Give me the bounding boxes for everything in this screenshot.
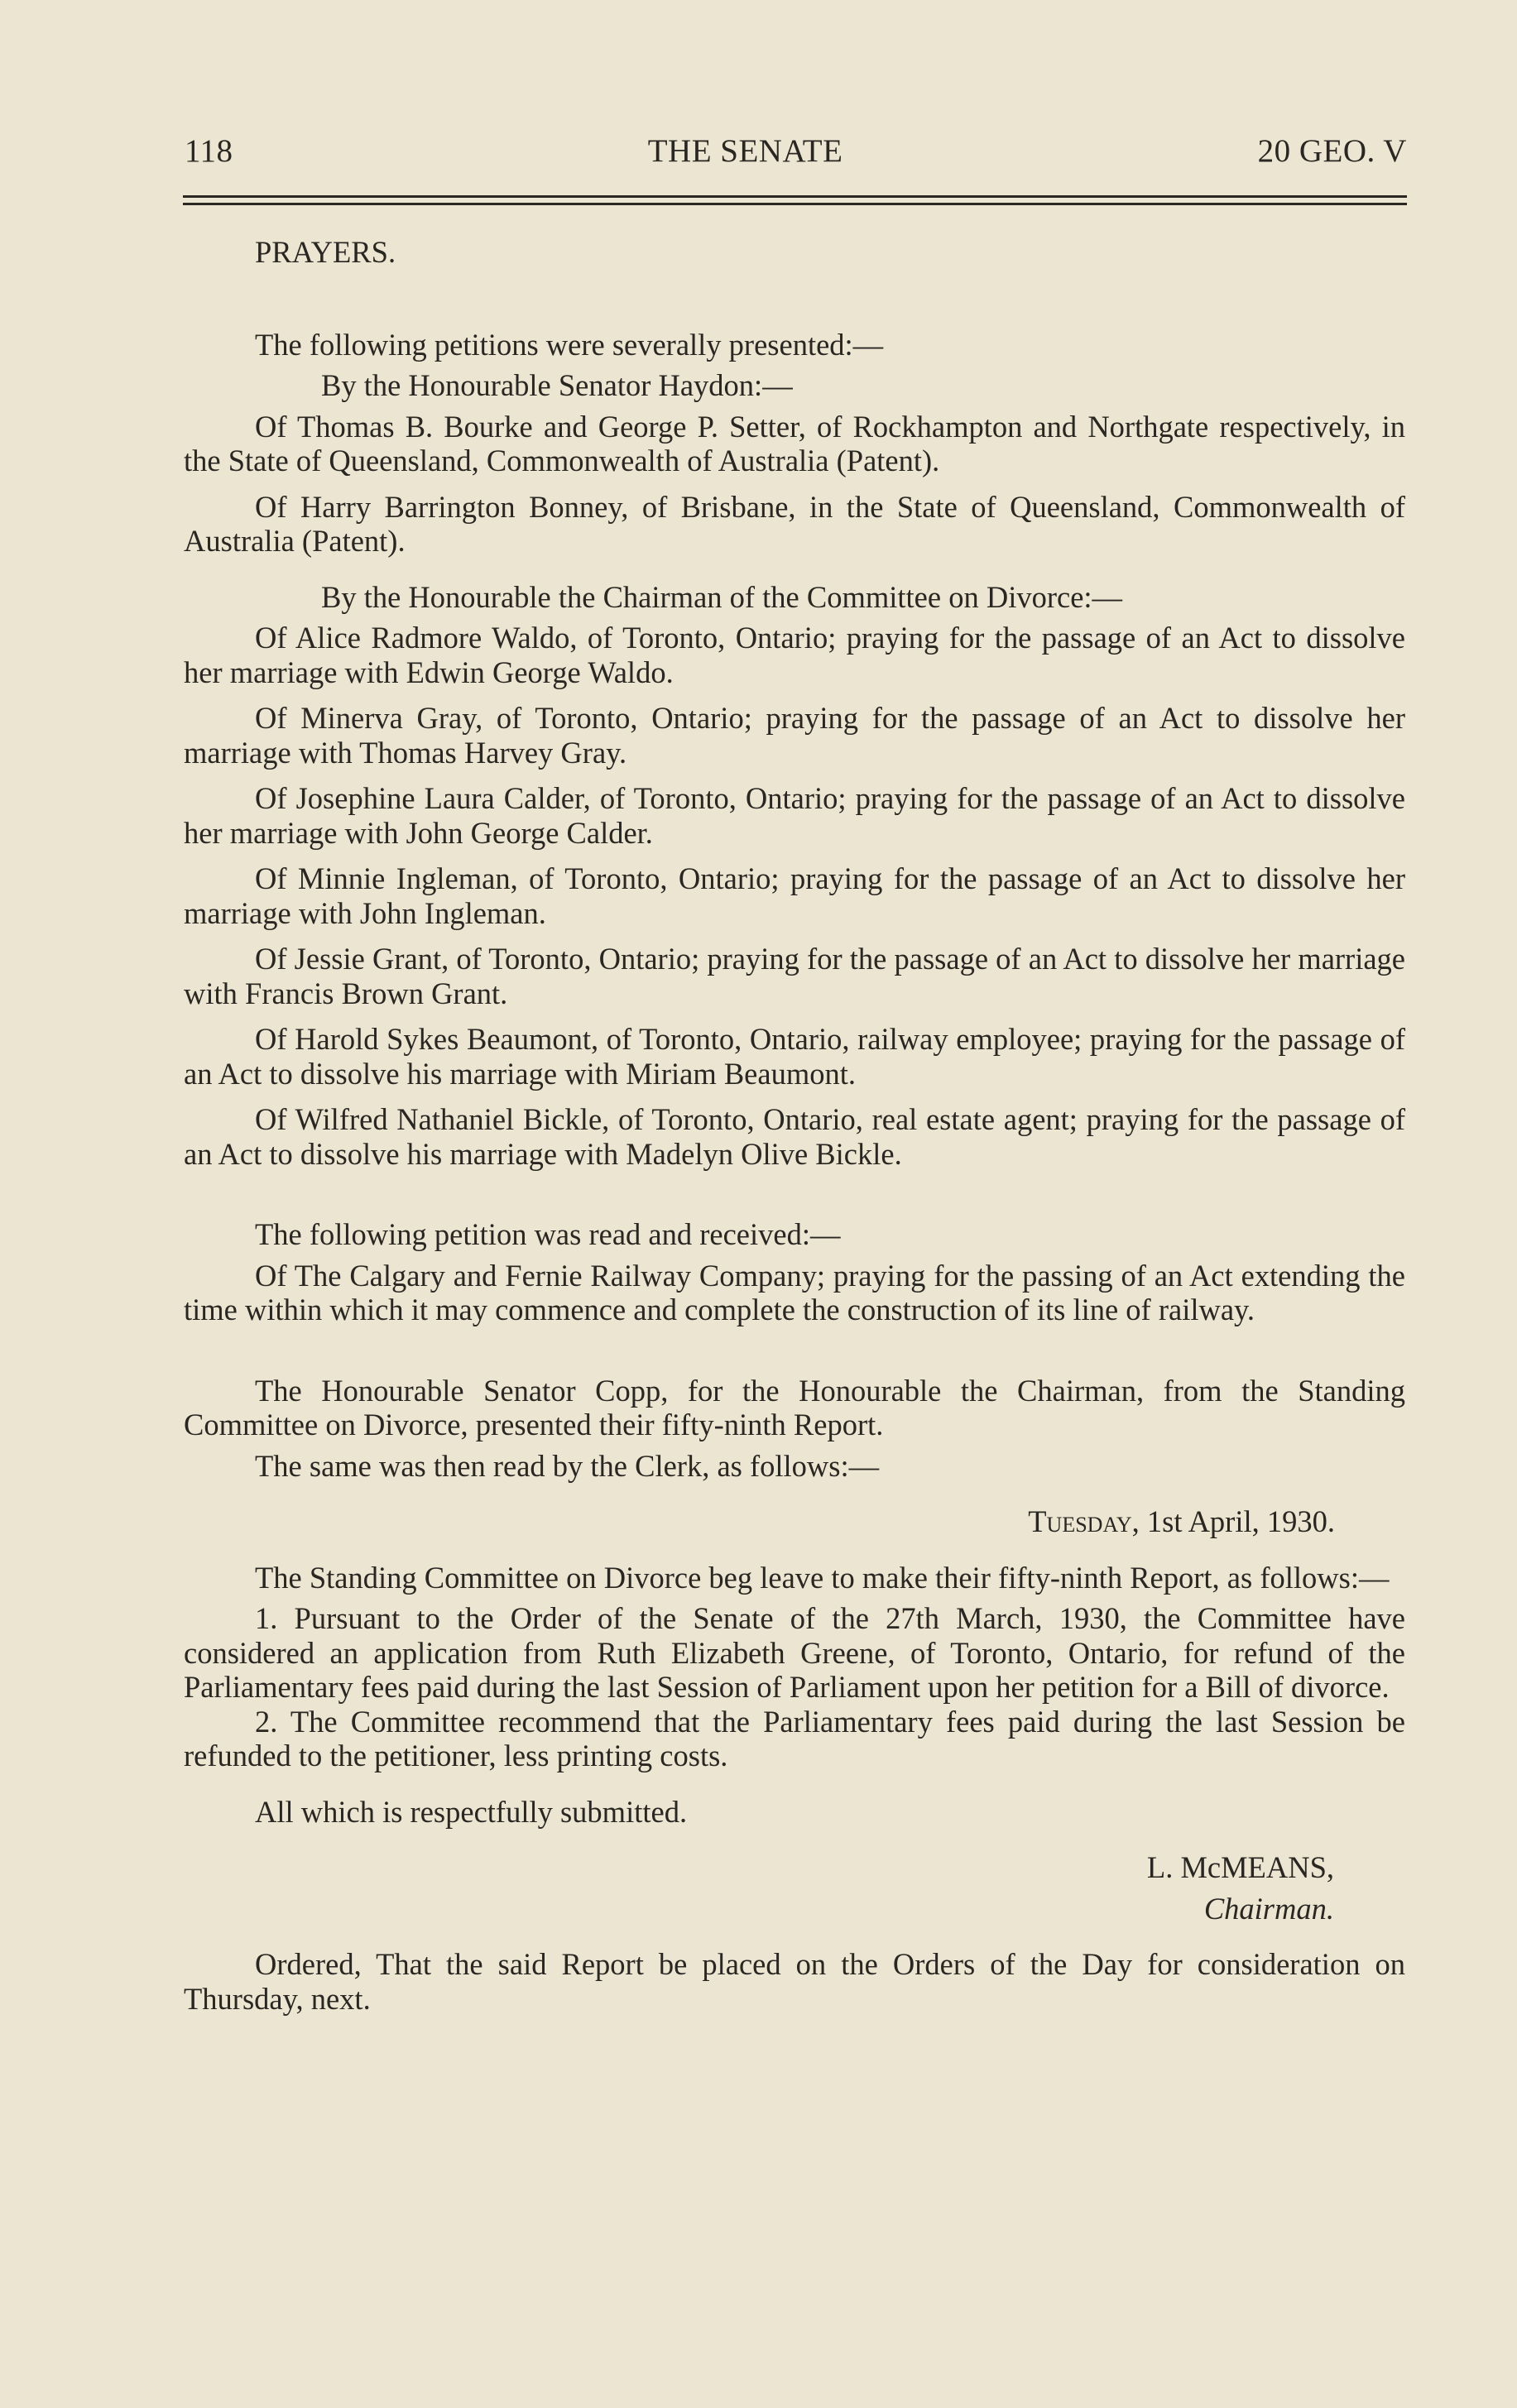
petition-bourke: Of Thomas B. Bourke and George P. Setter, of Rockhampton and Northgate respectively, in the State of Queensland, Commonwealth of Australia (Patent). <box>184 409 1405 477</box>
signature-name: L. McMEANS, <box>1146 1850 1334 1884</box>
clerk-read: The same was then read by the Clerk, as follows:— <box>255 1448 880 1483</box>
report-item-2: 2. The Committee recommend that the Parliamentary fees paid during the last Session be refunded to the petitioner, less printing costs. <box>184 1704 1405 1772</box>
petitions-intro: The following petitions were severally presented:— <box>255 327 884 362</box>
prayers-heading: PRAYERS. <box>255 235 396 269</box>
respectfully-submitted: All which is respectfully submitted. <box>255 1794 688 1829</box>
ordered-paragraph: Ordered, That the said Report be placed on the Orders of the Day for consideration on Thursday, next. <box>184 1947 1405 2016</box>
petition-read-intro: The following petition was read and received:— <box>255 1217 841 1251</box>
divorce-petition: Of Wilfred Nathaniel Bickle, of Toronto, Ontario, real estate agent; praying for the passage of an Act to dissolve his marriage with Madelyn Olive Bickle. <box>184 1102 1405 1171</box>
header-title: THE SENATE <box>647 133 843 169</box>
document-body <box>184 235 1405 2016</box>
divorce-petition: Of Minerva Gray, of Toronto, Ontario; praying for the passage of an Act to dissolve her marriage with Thomas Harvey Gray. <box>184 701 1405 770</box>
report-item-1: 1. Pursuant to the Order of the Senate of the 27th March, 1930, the Committee have considered an application from Ruth Elizabeth Greene, of Toronto, Ontario, for refund of the Parliamentary fees paid during the last Session of Parliament upon her petition for a Bill of divorce. <box>184 1601 1405 1704</box>
petition-calgary-fernie: Of The Calgary and Fernie Railway Company; praying for the passing of an Act extending the time within which it may commence and complete the construction of its line of railway. <box>184 1258 1405 1326</box>
divorce-petition: Of Minnie Ingleman, of Toronto, Ontario; praying for the passage of an Act to dissolve her marriage with John Ingleman. <box>184 861 1405 930</box>
session-label: 20 GEO. V <box>1257 133 1407 169</box>
running-header <box>185 132 1407 170</box>
report-intro: The Standing Committee on Divorce beg leave to make their fifty-ninth Report, as follows:— <box>255 1560 1390 1595</box>
report-date-line <box>184 1504 1405 1539</box>
by-divorce-chairman: By the Honourable the Chairman of the Committee on Divorce:— <box>321 579 1123 614</box>
header-rule-bottom <box>183 203 1407 205</box>
report-day: Tuesday, <box>1028 1504 1140 1538</box>
divorce-petition: Of Alice Radmore Waldo, of Toronto, Ontario; praying for the passage of an Act to dissolve her marriage with Edwin George Waldo. <box>184 621 1405 689</box>
divorce-petition: Of Josephine Laura Calder, of Toronto, Ontario; praying for the passage of an Act to dissolve her marriage with John George Calder. <box>184 781 1405 850</box>
report-date: 1st April, 1930. <box>1146 1504 1335 1538</box>
signature-title: Chairman. <box>1203 1891 1334 1926</box>
petition-bonney: Of Harry Barrington Bonney, of Brisbane, in the State of Queensland, Commonwealth of Australia (Patent). <box>184 489 1405 558</box>
header-rule-top <box>183 195 1407 198</box>
page-number: 118 <box>185 133 233 169</box>
copp-report-presented: The Honourable Senator Copp, for the Honourable the Chairman, from the Standing Committee on Divorce, presented their fifty-ninth Report. <box>184 1373 1405 1441</box>
by-senator-haydon: By the Honourable Senator Haydon:— <box>321 368 793 402</box>
divorce-petition: Of Jessie Grant, of Toronto, Ontario; praying for the passage of an Act to dissolve her marriage with Francis Brown Grant. <box>184 942 1405 1010</box>
divorce-petition: Of Harold Sykes Beaumont, of Toronto, Ontario, railway employee; praying for the passage of an Act to dissolve his marriage with Miriam Beaumont. <box>184 1022 1405 1091</box>
